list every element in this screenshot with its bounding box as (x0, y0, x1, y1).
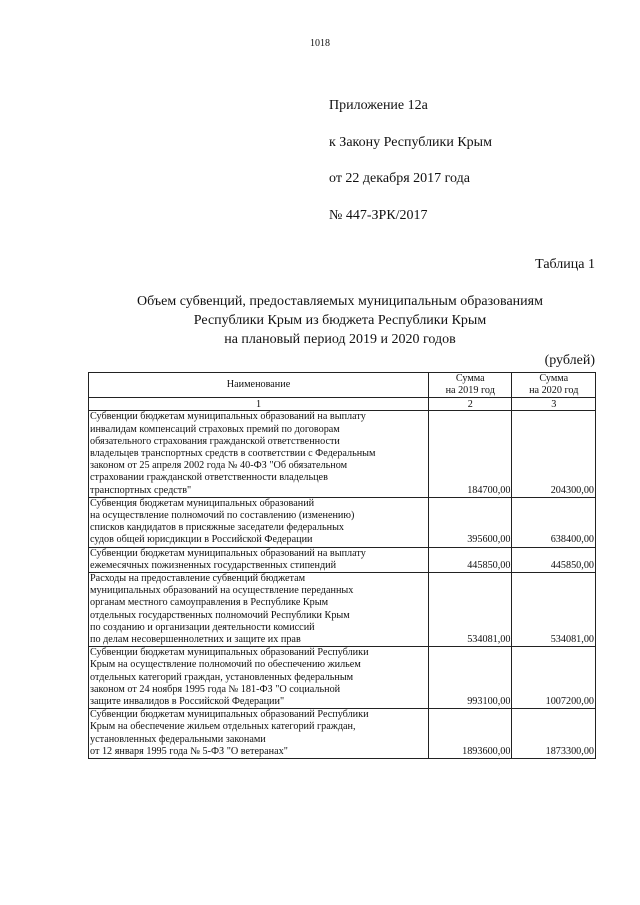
row-name-line: Крым на обеспечение жильем отдельных категорий граждан, (90, 721, 356, 733)
row-sum-2019: 534081,00 (429, 573, 512, 647)
row-name (89, 647, 429, 709)
column-number: 1 (89, 398, 429, 411)
row-name-line: отдельных категорий граждан, установленных федеральным (90, 671, 354, 683)
table-row (89, 573, 596, 647)
page-number: 1018 (310, 38, 330, 49)
table-row (89, 709, 596, 759)
row-sum-2019: 1893600,00 (429, 709, 512, 759)
row-name-line: списков кандидатов в присяжные заседатели федеральных (90, 522, 345, 534)
table-row (89, 411, 596, 497)
row-name-line: на осуществление полномочий по составлению (изменению) (90, 510, 355, 522)
row-name-line: органам местного самоуправления в Республике Крым (90, 597, 329, 609)
header-sum-2019-line-2: на 2019 год (445, 385, 495, 397)
row-name (89, 411, 429, 497)
appendix-line-2: к Закону Республики Крым (329, 135, 492, 150)
table-row (89, 547, 596, 572)
row-name (89, 547, 429, 572)
row-name-line: обязательного страхования гражданской ответственности (90, 435, 340, 447)
column-number-row (89, 398, 596, 411)
header-name: Наименование (89, 373, 429, 398)
column-number: 3 (512, 398, 596, 411)
header-sum-2019 (429, 373, 512, 398)
row-sum-2020: 534081,00 (512, 573, 596, 647)
row-name-line: защите инвалидов в Российской Федерации" (90, 696, 285, 708)
subventions-table (88, 372, 596, 759)
title-line-2: Республики Крым из бюджета Республики Крым (193, 313, 487, 328)
row-name (89, 573, 429, 647)
column-number: 2 (429, 398, 512, 411)
header-sum-2020 (512, 373, 596, 398)
table-label: Таблица 1 (535, 257, 595, 272)
row-name (89, 709, 429, 759)
row-name-line: по созданию и организации деятельности комиссий (90, 621, 315, 633)
row-name-line: Крым на осуществление полномочий по обеспечению жильем (90, 659, 361, 671)
row-name-line: ежемесячных пожизненных государственных стипендий (90, 559, 337, 571)
row-name-line: судов общей юрисдикции в Российской Федерации (90, 534, 313, 546)
title-line-3: на плановый период 2019 и 2020 годов (224, 332, 456, 347)
row-name-line: установленных федеральными законами (90, 733, 266, 745)
row-name-line: отдельных государственных полномочий Республики Крым (90, 609, 350, 621)
table-header-row (89, 373, 596, 398)
appendix-line-1: Приложение 12а (329, 98, 428, 113)
header-sum-2020-line-2: на 2020 год (529, 385, 579, 397)
row-name-line: Субвенции бюджетам муниципальных образований на выплату (90, 547, 366, 559)
row-name-line: по делам несовершеннолетних и защите их прав (90, 634, 301, 646)
document-title (40, 292, 640, 349)
row-name-line: транспортных средств" (90, 484, 192, 496)
row-name-line: Расходы на предоставление субвенций бюджетам (90, 573, 306, 585)
row-sum-2019: 184700,00 (429, 411, 512, 497)
row-name-line: инвалидам компенсаций страховых премий по договорам (90, 423, 340, 435)
row-sum-2019: 445850,00 (429, 547, 512, 572)
header-sum-2020-line-1: Сумма (539, 373, 569, 384)
row-name (89, 497, 429, 547)
row-sum-2019: 395600,00 (429, 497, 512, 547)
row-name-line: законом от 25 апреля 2002 года № 40-ФЗ "Об обязательном (90, 460, 348, 472)
row-name-line: Субвенции бюджетам муниципальных образований Республики (90, 709, 369, 721)
row-sum-2020: 1007200,00 (512, 647, 596, 709)
table-row (89, 647, 596, 709)
title-line-1: Объем субвенций, предоставляемых муниципальным образованиям (137, 294, 543, 309)
appendix-line-4: № 447-ЗРК/2017 (329, 208, 428, 223)
row-name-line: Субвенции бюджетам муниципальных образований на выплату (90, 411, 366, 423)
row-name-line: Субвенции бюджетам муниципальных образований Республики (90, 647, 369, 659)
row-name-line: владельцев транспортных средств в соответствии с Федеральным (90, 448, 376, 460)
row-sum-2020: 1873300,00 (512, 709, 596, 759)
row-name-line: муниципальных образований на осуществление переданных (90, 585, 354, 597)
row-sum-2020: 638400,00 (512, 497, 596, 547)
row-name-line: Субвенция бюджетам муниципальных образований (90, 497, 315, 509)
table-body (89, 411, 596, 759)
row-sum-2019: 993100,00 (429, 647, 512, 709)
header-sum-2019-line-1: Сумма (455, 373, 485, 384)
row-sum-2020: 204300,00 (512, 411, 596, 497)
units-label: (рублей) (544, 353, 595, 368)
row-name-line: от 12 января 1995 года № 5-ФЗ "О ветеранах" (90, 745, 288, 757)
row-name-line: законом от 24 ноября 1995 года № 181-ФЗ "О социальной (90, 683, 341, 695)
row-sum-2020: 445850,00 (512, 547, 596, 572)
row-name-line: страховании гражданской ответственности владельцев (90, 472, 328, 484)
appendix-line-3: от 22 декабря 2017 года (329, 171, 470, 186)
table-row (89, 497, 596, 547)
